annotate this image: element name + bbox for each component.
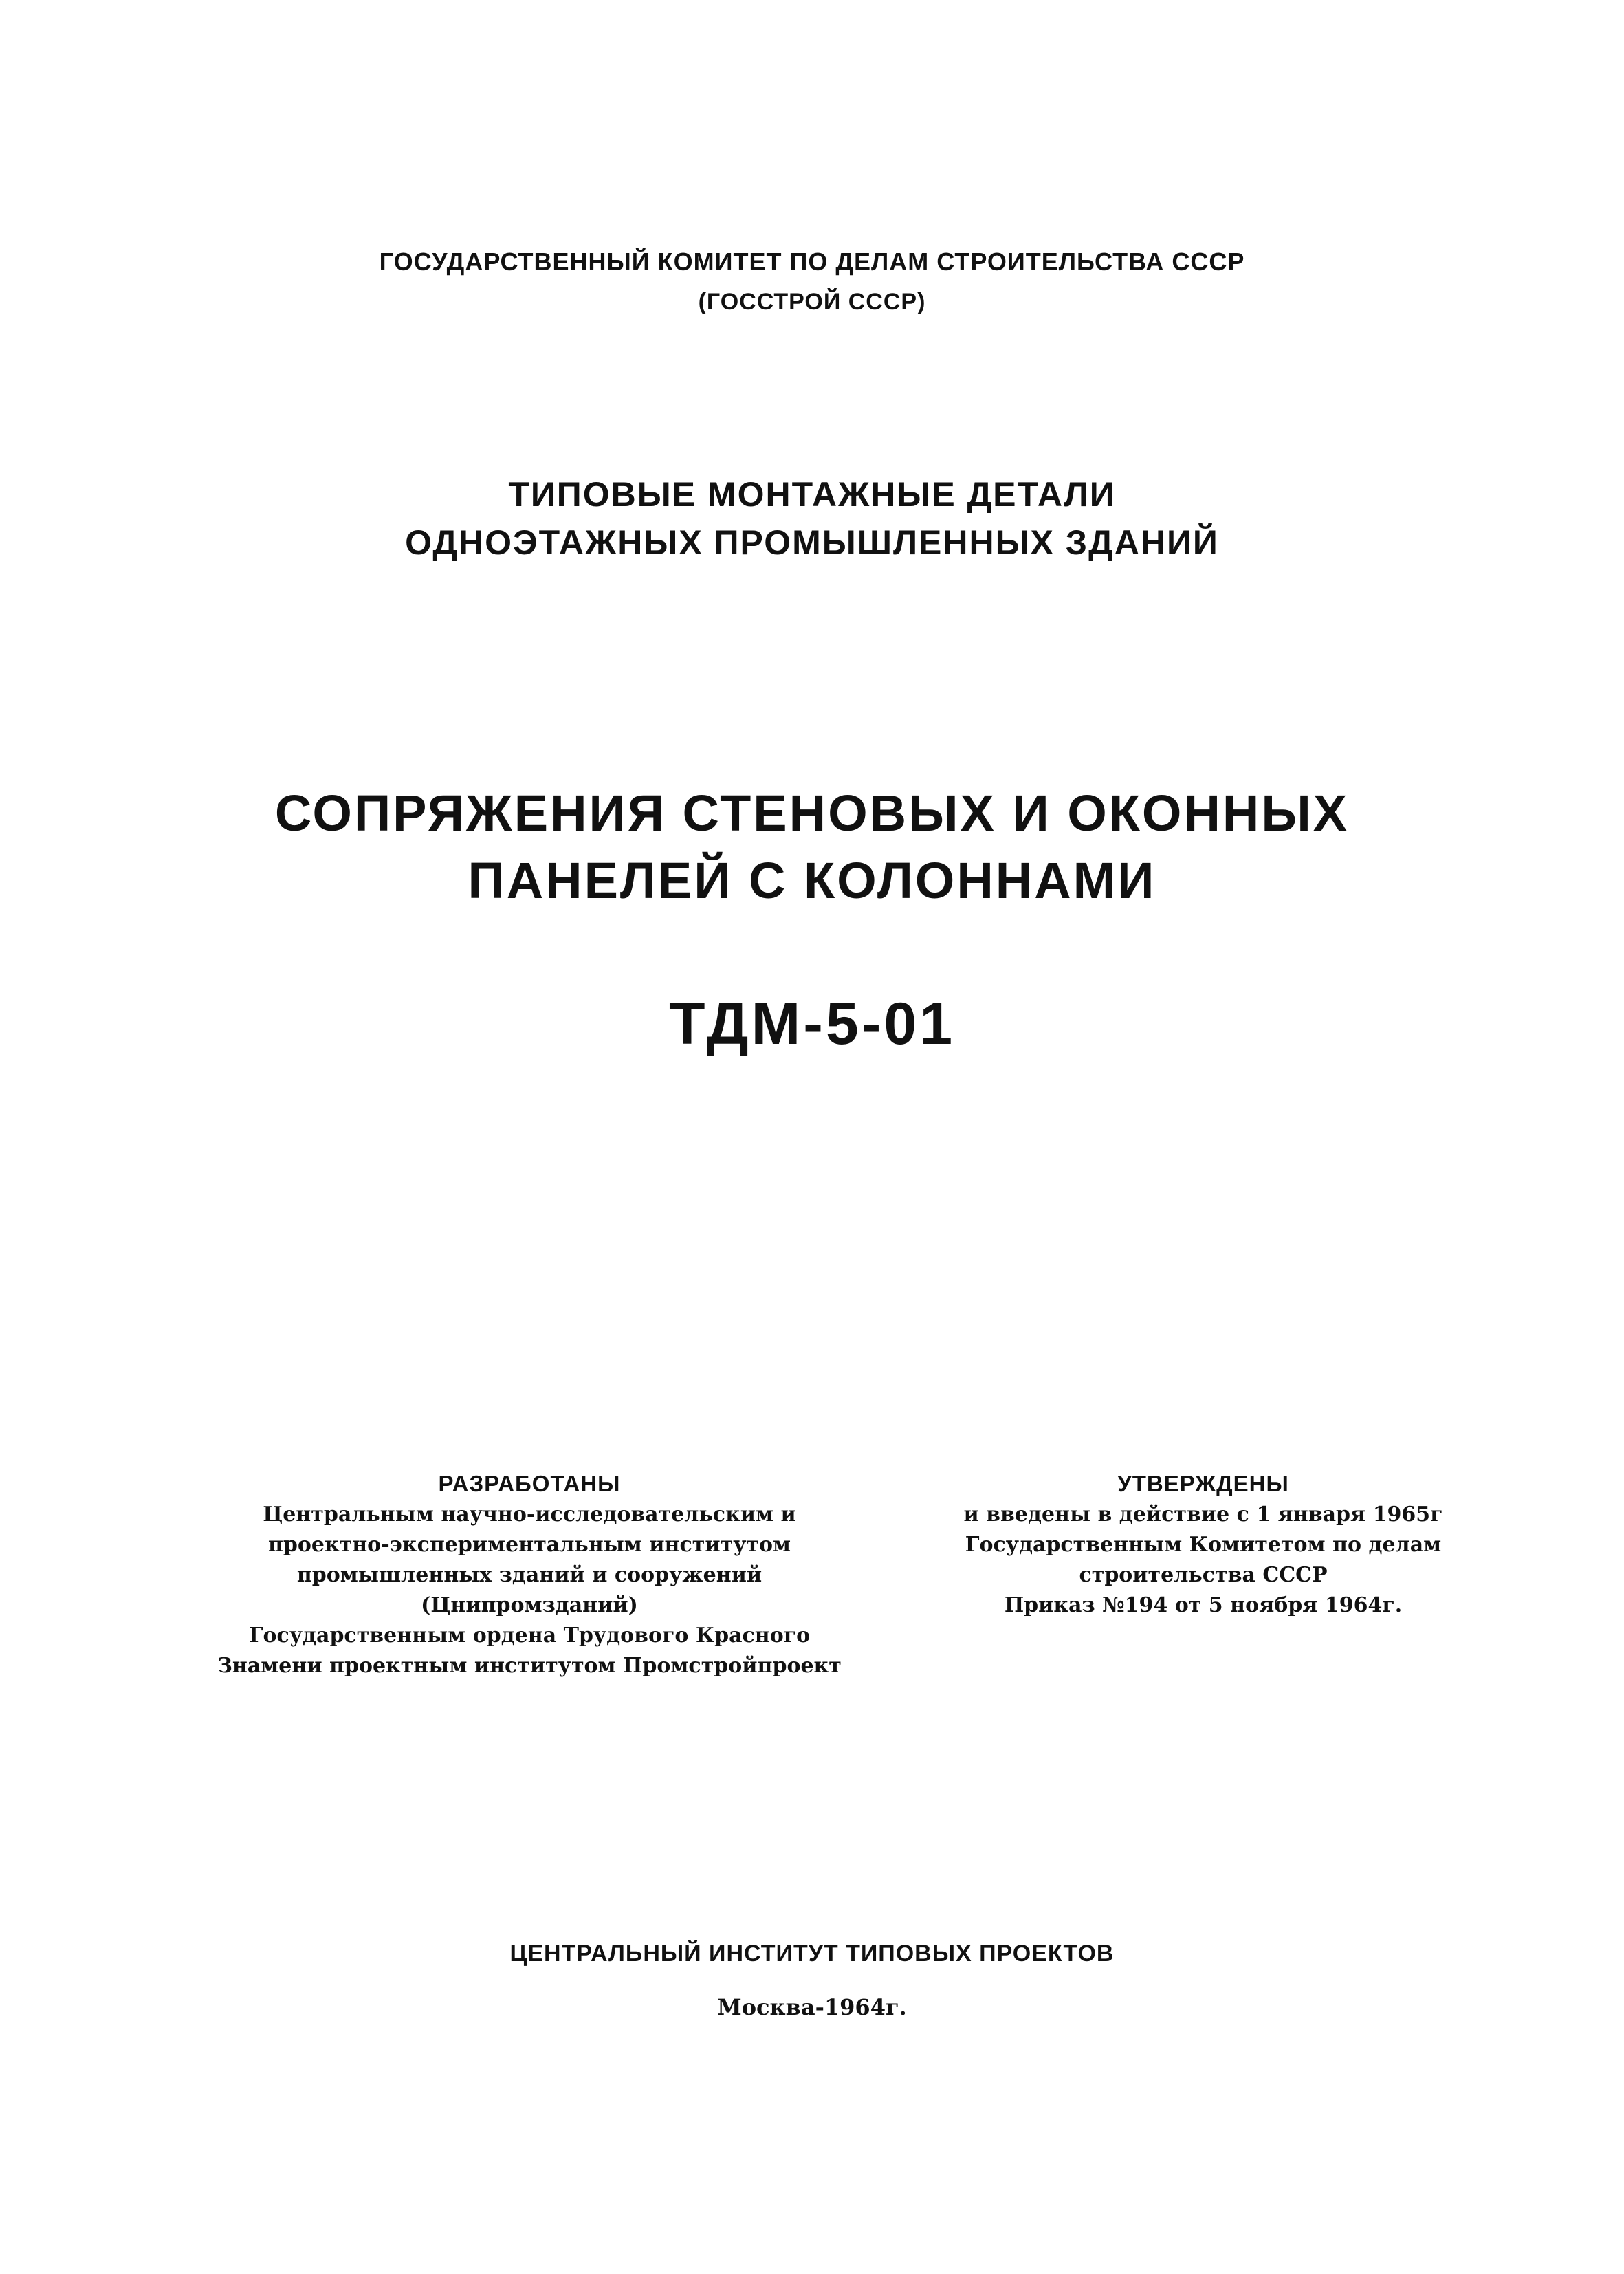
series-title-line-2: ОДНОЭТАЖНЫХ ПРОМЫШЛЕННЫХ ЗДАНИЙ	[405, 523, 1219, 562]
developed-line: (Цнипромзданий)	[421, 1593, 638, 1617]
approved-heading: УТВЕРЖДЕНЫ	[1117, 1471, 1289, 1496]
approved-by-block	[921, 1468, 1485, 1621]
approved-line: и введены в действие с 1 января 1965г	[963, 1502, 1443, 1527]
series-title-line-1: ТИПОВЫЕ МОНТАЖНЫЕ ДЕТАЛИ	[508, 475, 1116, 514]
committee-name: ГОСУДАРСТВЕННЫЙ КОМИТЕТ ПО ДЕЛАМ СТРОИТЕЛЬСТВА СССР	[379, 248, 1245, 276]
document-title-line-2: ПАНЕЛЕЙ С КОЛОННАМИ	[468, 852, 1156, 909]
publisher-name: ЦЕНТРАЛЬНЫЙ ИНСТИТУТ ТИПОВЫХ ПРОЕКТОВ	[509, 1940, 1115, 1967]
developed-line: промышленных зданий и сооружений	[296, 1563, 762, 1587]
document-code: ТДМ-5-01	[668, 991, 956, 1057]
committee-abbreviation: (ГОССТРОЙ СССР)	[698, 289, 926, 315]
developed-line: Государственным ордена Трудового Красного	[248, 1623, 811, 1648]
developed-heading: РАЗРАБОТАНЫ	[438, 1471, 621, 1496]
developed-by-block	[199, 1468, 859, 1681]
developed-line: Центральным научно-исследовательским и	[263, 1502, 796, 1527]
approved-line: строительства СССР	[1079, 1563, 1328, 1587]
approved-line: Государственным Комитетом по делам	[965, 1533, 1442, 1557]
developed-line: Знамени проектным институтом Промстройпроект	[217, 1654, 842, 1678]
developed-line: проектно-экспериментальным институтом	[267, 1533, 791, 1557]
document-title-line-1: СОПРЯЖЕНИЯ СТЕНОВЫХ И ОКОННЫХ	[274, 785, 1350, 842]
place-and-year: Москва-1964г.	[717, 1994, 907, 2020]
approved-line: Приказ №194 от 5 ноября 1964г.	[1004, 1593, 1403, 1617]
